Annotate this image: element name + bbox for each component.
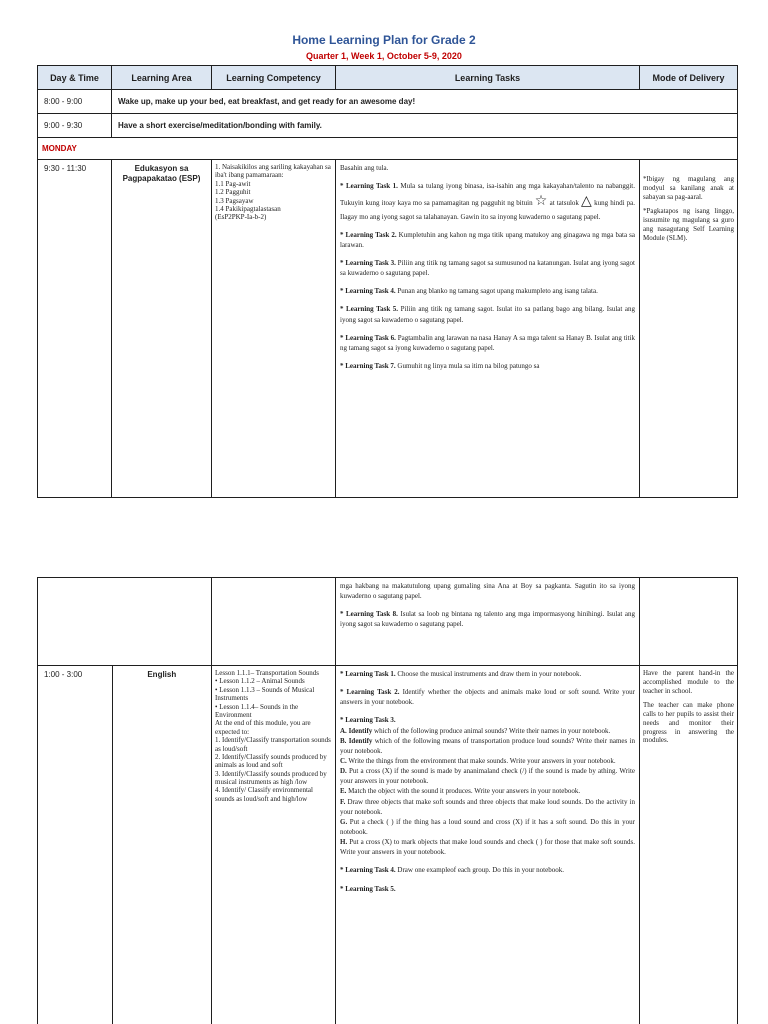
task-item: H. Put a cross (X) to mark objects that make loud sounds and check ( ) for those that make soft sounds. Write your answers in your notebook. [340, 838, 635, 857]
competency-line: 1. Identify/Classify transportation sounds as loud/soft [215, 736, 331, 753]
header-mode-of-delivery: Mode of Delivery [640, 66, 738, 90]
empty-cell [640, 578, 738, 666]
learning-task [340, 884, 635, 894]
routine-cell: Wake up, make up your bed, eat breakfast, and get ready for an awesome day! [112, 90, 738, 114]
page-subtitle: Quarter 1, Week 1, October 5-9, 2020 [306, 51, 462, 61]
task-text: kung hindi pa. Ilagay mo ang iyong sagot sa talahanayan. Gawin ito sa inyong kuwaderno o sagutang papel. [340, 199, 635, 221]
competency-line: 1.1 Pag-awit [215, 179, 251, 188]
table-row [38, 666, 738, 1024]
competency-line: 1.2 Pagguhit [215, 188, 251, 197]
competency-line: 1. Naisakikilos ang sariling kakayahan sa iba't ibang pamamaraan: [215, 163, 331, 180]
task-text: Identify whether the objects and animals make loud or soft sound. Write your answers in your notebook. [340, 688, 635, 707]
learning-tasks-cell [336, 160, 640, 498]
task-text: Piliin ang titik ng tamang sagot. Isulat ito sa patlang bago ang bilang. Isulat ang iyong sagot sa kuwaderno o sagutang papel. [340, 305, 635, 324]
competency-line: At the end of this module, you are expected to: [215, 719, 311, 736]
learning-task-3 [340, 715, 635, 857]
task-text: Mula sa tulang iyong binasa, isa-isahin ang mga kakayahan/talento na nabanggit. Tukuyin kung itoay kaya mo sa pamamagitan ng pagguhit ng bituin [340, 182, 635, 208]
learning-area-cell: Edukasyon sa Pagpapakatao (ESP) [112, 160, 212, 498]
learning-plan-table-continued [37, 577, 738, 1024]
learning-task [340, 230, 635, 250]
competency-line: 1.4 Pakikipagtalastasan [215, 204, 281, 213]
task-item: C. Write the things from the environment that make sounds. Write your answers in your notebook. [340, 756, 616, 765]
header-learning-tasks: Learning Tasks [336, 66, 640, 90]
learning-competency-cell [212, 160, 336, 498]
learning-competency-cell [212, 666, 336, 1024]
learning-tasks-cell [336, 666, 640, 1024]
task-label: * Learning Task 1. [340, 182, 398, 191]
learning-task [340, 286, 635, 296]
mode-text: *Ibigay ng magulang ang modyul sa kanilang anak at sabayan sa pag-aaral. [643, 175, 734, 201]
learning-task [340, 304, 635, 324]
task-label: * Learning Task 3. [340, 716, 396, 725]
learning-task [340, 361, 635, 371]
task-label: * Learning Task 4. [340, 287, 396, 296]
competency-line: 4. Identify/ Classify environmental sounds as loud/soft and high/low [215, 786, 313, 803]
mode-text: *Pagkatapos ng isang linggo, isusumite ng magulang sa guro ang nasagutang Self Learning Module (SLM). [643, 207, 734, 242]
task-continuation: mga hakbang na makatutulong upang gumaling sina Ana at Boy sa pagkanta. Sagutin ito sa iyong kuwaderno o sagutang papel. [340, 582, 635, 601]
learning-task [340, 865, 635, 875]
task-label: * Learning Task 4. [340, 866, 396, 875]
time-cell: 8:00 - 9:00 [38, 90, 112, 114]
learning-tasks-cell [336, 578, 640, 666]
learning-plan-table [37, 65, 738, 498]
learning-area-cell: English [112, 666, 211, 1024]
competency-line: 3. Identify/Classify sounds produced by musical instruments as high /low [215, 769, 327, 787]
empty-cell [212, 578, 336, 666]
header-learning-competency: Learning Competency [212, 66, 336, 90]
mode-text: The teacher can make phone calls to her pupils to assist their needs and monitor their progress in answering the modules. [643, 701, 734, 745]
mode-of-delivery-cell [640, 666, 738, 1024]
header-learning-area: Learning Area [112, 66, 212, 90]
task-label: * Learning Task 8. [340, 610, 398, 619]
day-label: MONDAY [38, 138, 738, 160]
mode-of-delivery-cell [640, 160, 738, 498]
star-icon: ☆ [534, 193, 548, 210]
task-label: * Learning Task 2. [340, 230, 397, 239]
task-text: Pagtambalin ang larawan na nasa Hanay A sa mga talent sa Hanay B. Isulat ang titik ng tamang sagot sa iyong kuwaderno o sagutang papel. [340, 333, 635, 352]
learning-task [340, 609, 635, 629]
mode-text: Have the parent hand-in the accomplished module to the teacher in school. [643, 669, 734, 695]
competency-line: 2. Identify/Classify sounds produced by animals as loud and soft [215, 752, 327, 770]
learning-task [340, 687, 635, 707]
task-item: A. Identify which of the following produce animal sounds? Write their names in your notebook. [340, 726, 611, 735]
competency-line: Lesson 1.1.1– Transportation Sounds [215, 669, 320, 677]
table-row [38, 114, 738, 138]
competency-line: • Lesson 1.1.2 – Animal Sounds [215, 677, 305, 686]
task-label: * Learning Task 5. [340, 884, 396, 893]
task-item: F. Draw three objects that make soft sounds and three objects that make loud sounds. Do the activity in your notebook. [340, 797, 635, 816]
task-text: Draw one exampleof each group. Do this in your notebook. [395, 866, 564, 875]
learning-task [340, 333, 635, 353]
time-area-cell [38, 666, 212, 1024]
task-label: * Learning Task 5. [340, 305, 399, 314]
task-item: G. Put a check ( ) if the thing has a loud sound and cross (X) if it has a soft sound. Do this in your notebook. [340, 817, 635, 836]
competency-line: 1.3 Pagsayaw [215, 196, 254, 205]
competency-line: • Lesson 1.1.3 – Sounds of Musical Instruments [215, 685, 315, 703]
learning-task [340, 258, 635, 278]
task-text: Kumpletuhin ang kahon ng mga titik upang matukoy ang ginagawa ng mga bata sa larawan. [340, 230, 635, 249]
routine-cell: Have a short exercise/meditation/bonding with family. [112, 114, 738, 138]
task-label: * Learning Task 1. [340, 670, 396, 678]
header-day-time: Day & Time [38, 66, 112, 90]
task-label: * Learning Task 3. [340, 259, 396, 267]
competency-line: (EsP2PKP-Ia-b-2) [215, 213, 267, 222]
triangle-icon: △ [580, 193, 593, 210]
learning-task [340, 181, 635, 222]
page-title: Home Learning Plan for Grade 2 [292, 33, 476, 47]
competency-line: • Lesson 1.1.4– Sounds in the Environment [215, 702, 299, 719]
table-row [38, 138, 738, 160]
time-cell: 9:30 - 11:30 [38, 160, 112, 498]
learning-task [340, 669, 635, 679]
task-text: at tatsulok [547, 199, 581, 208]
table-header-row [38, 66, 738, 90]
time-cell: 1:00 - 3:00 [44, 670, 83, 679]
table-row [38, 160, 738, 498]
task-label: * Learning Task 2. [340, 688, 400, 697]
task-item: D. Put a cross (X) if the sound is made by ananimaland check (/) if the sound is made by athing. Write your answers in your notebook. [340, 767, 635, 786]
learning-task [340, 715, 635, 725]
task-label: * Learning Task 6. [340, 333, 396, 342]
task-text: Piliin ang titik ng tamang sagot sa sumusunod na katanungan. Isulat ang iyong sagot sa kuwaderno o sagutang papel. [340, 259, 635, 278]
time-cell: 9:00 - 9:30 [38, 114, 112, 138]
task-intro: Basahin ang tula. [340, 164, 389, 172]
task-label: * Learning Task 7. [340, 361, 396, 370]
task-text: Isulat sa loob ng bintana ng talento ang mga impormasyong hinihingi. Isulat ang iyong sagot sa kuwaderno o sagutang papel. [340, 610, 635, 629]
task-item: B. Identify which of the following means of transportation produce loud sounds? Write their names in your notebook. [340, 736, 635, 755]
task-item: E. Match the object with the sound it produces. Write your answers in your notebook. [340, 787, 581, 796]
empty-cell [38, 578, 212, 666]
task-text: Choose the musical instruments and draw them in your notebook. [395, 670, 582, 678]
table-row [38, 90, 738, 114]
table-row [38, 578, 738, 666]
task-text: Punan ang blanko ng tamang sagot upang makumpleto ang isang talata. [395, 287, 598, 296]
task-text: Gumuhit ng linya mula sa itim na bilog patungo sa [395, 361, 540, 370]
